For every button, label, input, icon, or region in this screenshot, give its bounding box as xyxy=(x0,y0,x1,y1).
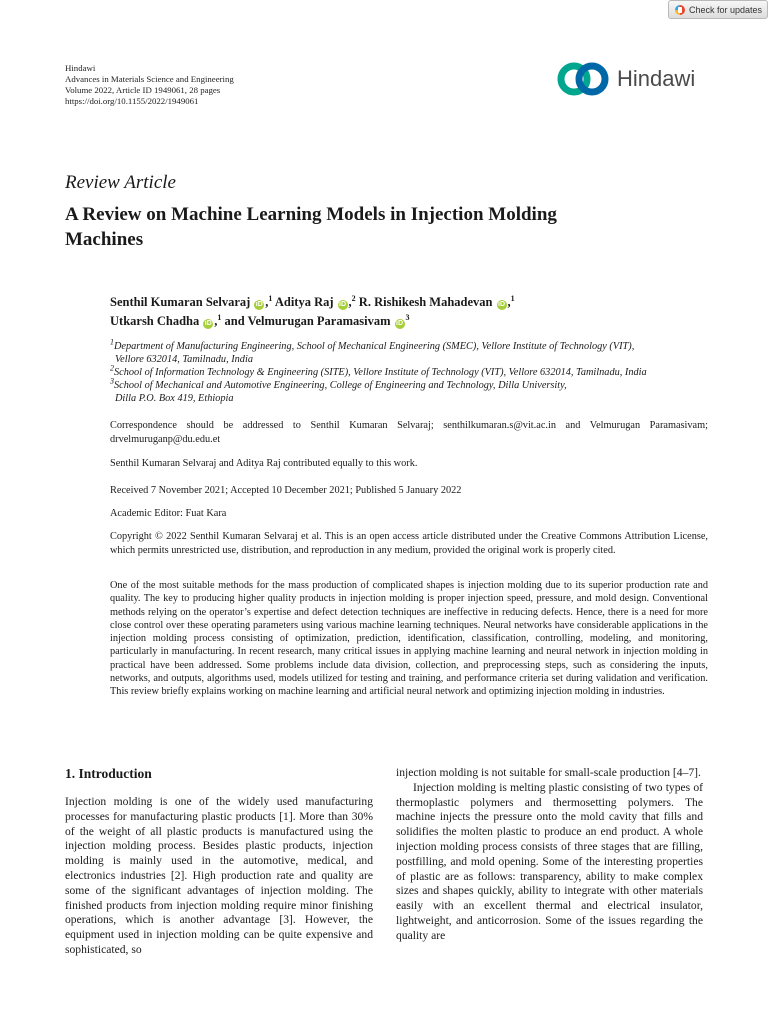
hindawi-logo xyxy=(557,62,695,96)
affiliation xyxy=(110,363,710,379)
journal-doi[interactable]: https://doi.org/10.1155/2022/1949061 xyxy=(65,96,199,106)
affiliations xyxy=(110,337,710,405)
orcid-icon[interactable]: iD xyxy=(498,301,506,308)
affiliation-mark: 2 xyxy=(110,363,114,373)
hindawi-logo-icon xyxy=(557,62,609,96)
author-affiliation-mark: 1 xyxy=(510,293,515,303)
affiliation-text: School of Information Technology & Engineering (SITE), Vellore Institute of Technology (VIT), Vellore 632014, Tamilnadu, India xyxy=(114,367,647,378)
affiliation-text: School of Mechanical and Automotive Engineering, College of Engineering and Technology, Dilla University, xyxy=(114,380,567,391)
body-column-right xyxy=(396,766,703,944)
author: R. Rishikesh Mahadevan iD ,$^1$ xyxy=(358,293,515,309)
journal-info xyxy=(65,63,234,107)
body-paragraph: injection molding is not suitable for small-scale production [4–7]. xyxy=(396,766,701,779)
article-title: A Review on Machine Learning Models in Injection Molding Machines xyxy=(65,204,557,250)
publication-dates: Received 7 November 2021; Accepted 10 December 2021; Published 5 January 2022 xyxy=(110,485,462,496)
academic-editor: Academic Editor: Fuat Kara xyxy=(110,508,227,519)
abstract: One of the most suitable methods for the mass production of complicated shapes is injection molding due to its superior production rate and quality. The key to producing higher quality products in injection molding is proper injection speed, pressure, and mold design. Conventional methods relying on the operator’s expertise and defect detection techniques are ineffective in reducing defects. Hence, there is a need for more close control over these operating parameters using various machine learning techniques. Neural networks have considerable applications in the injection molding process consisting of optimization, prediction, identification, classification, controlling, modeling, and monitoring, particularly in manufacturing. In recent research, many critical issues in applying machine learning and neural network in injection molding in practical have been addressed. Some problems include data division, collection, and preprocessing steps, such as considering the inputs, networks, and outputs, algorithms used, models utilized for testing and training, and performance criteria set during validation and verification. This review briefly explains working on machine learning and artificial neural network and optimizing injection molding in industries. xyxy=(110,580,708,698)
crossmark-icon xyxy=(675,5,685,15)
body-paragraph: Injection molding is melting plastic consisting of two types of thermoplastic polymers and thermosetting polymers. The machine injects the pressure onto the mold cavity that fills and solidifies the molten plastic to produce an end product. A whole injection molding process consists of three stages that are filling, postfilling, and mold opening. Some of the interesting properties of plastic are as follows: transparency, ability to make complex sizes and shapes quickly, ability to integrate with other materials easily with an excellent thermal and electrical insulator, lightweight, and anticorrosion. Some of the issues regarding the quality are xyxy=(396,780,703,942)
author-affiliation-mark: 1 xyxy=(268,293,273,303)
author-affiliation-mark: 1 xyxy=(217,312,222,322)
author-affiliation-mark: 2 xyxy=(351,293,356,303)
hindawi-wordmark: Hindawi xyxy=(617,66,696,91)
affiliation-text: Dilla P.O. Box 419, Ethiopia xyxy=(115,393,234,404)
orcid-icon[interactable]: iD xyxy=(396,320,404,327)
author: Utkarsh Chadha iD ,$^1$ xyxy=(110,312,222,328)
and-separator: and xyxy=(224,314,248,328)
affiliation xyxy=(110,337,710,366)
affiliation-mark: 1 xyxy=(110,337,114,347)
author: Aditya Raj iD ,$^2$ xyxy=(274,293,356,309)
contribution-note: Senthil Kumaran Selvaraj and Aditya Raj contributed equally to this work. xyxy=(110,458,418,469)
body-paragraph: Injection molding is one of the widely used manufacturing processes for manufacturing plastic products [1]. More than 30% of the weight of all plastic products is manufactured using the injection molding process. Besides plastic products, injection molding is mainly used in the automotive, medical, and electronics industries [2]. High production rate and quality are some of the significant advantages of injection molding. The finished products from injection molding require minor finishing operations, which is another advantage [3]. However, the equipment used in injection molding can be quite expensive and sophisticated, so xyxy=(65,795,373,956)
copyright-notice: Copyright © 2022 Senthil Kumaran Selvaraj et al. This is an open access article distributed under the Creative Commons Attribution License, which permits unrestricted use, distribution, and reproduction in any medium, provided the original work is properly cited. xyxy=(110,531,708,556)
author-name: Utkarsh Chadha xyxy=(110,314,200,328)
correspondence: Correspondence should be addressed to Senthil Kumaran Selvaraj; senthilkumaran.s@vit.ac.in and Velmurugan Paramasivam; drvelmuruganp@du.edu.et xyxy=(110,420,708,445)
author: Senthil Kumaran Selvaraj iD ,$^1$ xyxy=(110,293,273,309)
affiliation xyxy=(110,376,710,405)
orcid-icon[interactable]: iD xyxy=(339,301,347,308)
author xyxy=(225,314,410,328)
author-name: Senthil Kumaran Selvaraj xyxy=(110,295,251,309)
author-name: Aditya Raj xyxy=(274,295,334,309)
section-heading: 1. Introduction xyxy=(65,766,152,781)
author-name: Velmurugan Paramasivam xyxy=(247,314,391,328)
check-for-updates-button[interactable] xyxy=(668,0,768,19)
publisher-name: Hindawi xyxy=(65,63,96,73)
journal-volume: Volume 2022, Article ID 1949061, 28 pages xyxy=(65,85,221,95)
orcid-icon[interactable]: iD xyxy=(204,320,212,327)
author-affiliation-mark: 3 xyxy=(405,312,410,322)
author-name: R. Rishikesh Mahadevan xyxy=(358,295,493,309)
affiliation-text: Department of Manufacturing Engineering, School of Mechanical Engineering (SMEC), Vellore Institute of Technology (VIT), xyxy=(114,341,635,352)
journal-name: Advances in Materials Science and Engineering xyxy=(65,74,234,84)
author-list xyxy=(110,293,710,331)
affiliation-mark: 3 xyxy=(110,376,114,386)
affiliation-text: Vellore 632014, Tamilnadu, India xyxy=(115,354,253,365)
article-type: Review Article xyxy=(65,172,176,193)
check-for-updates-label: Check for updates xyxy=(689,4,763,15)
orcid-icon[interactable]: iD xyxy=(255,301,263,308)
body-column-left xyxy=(65,795,373,958)
